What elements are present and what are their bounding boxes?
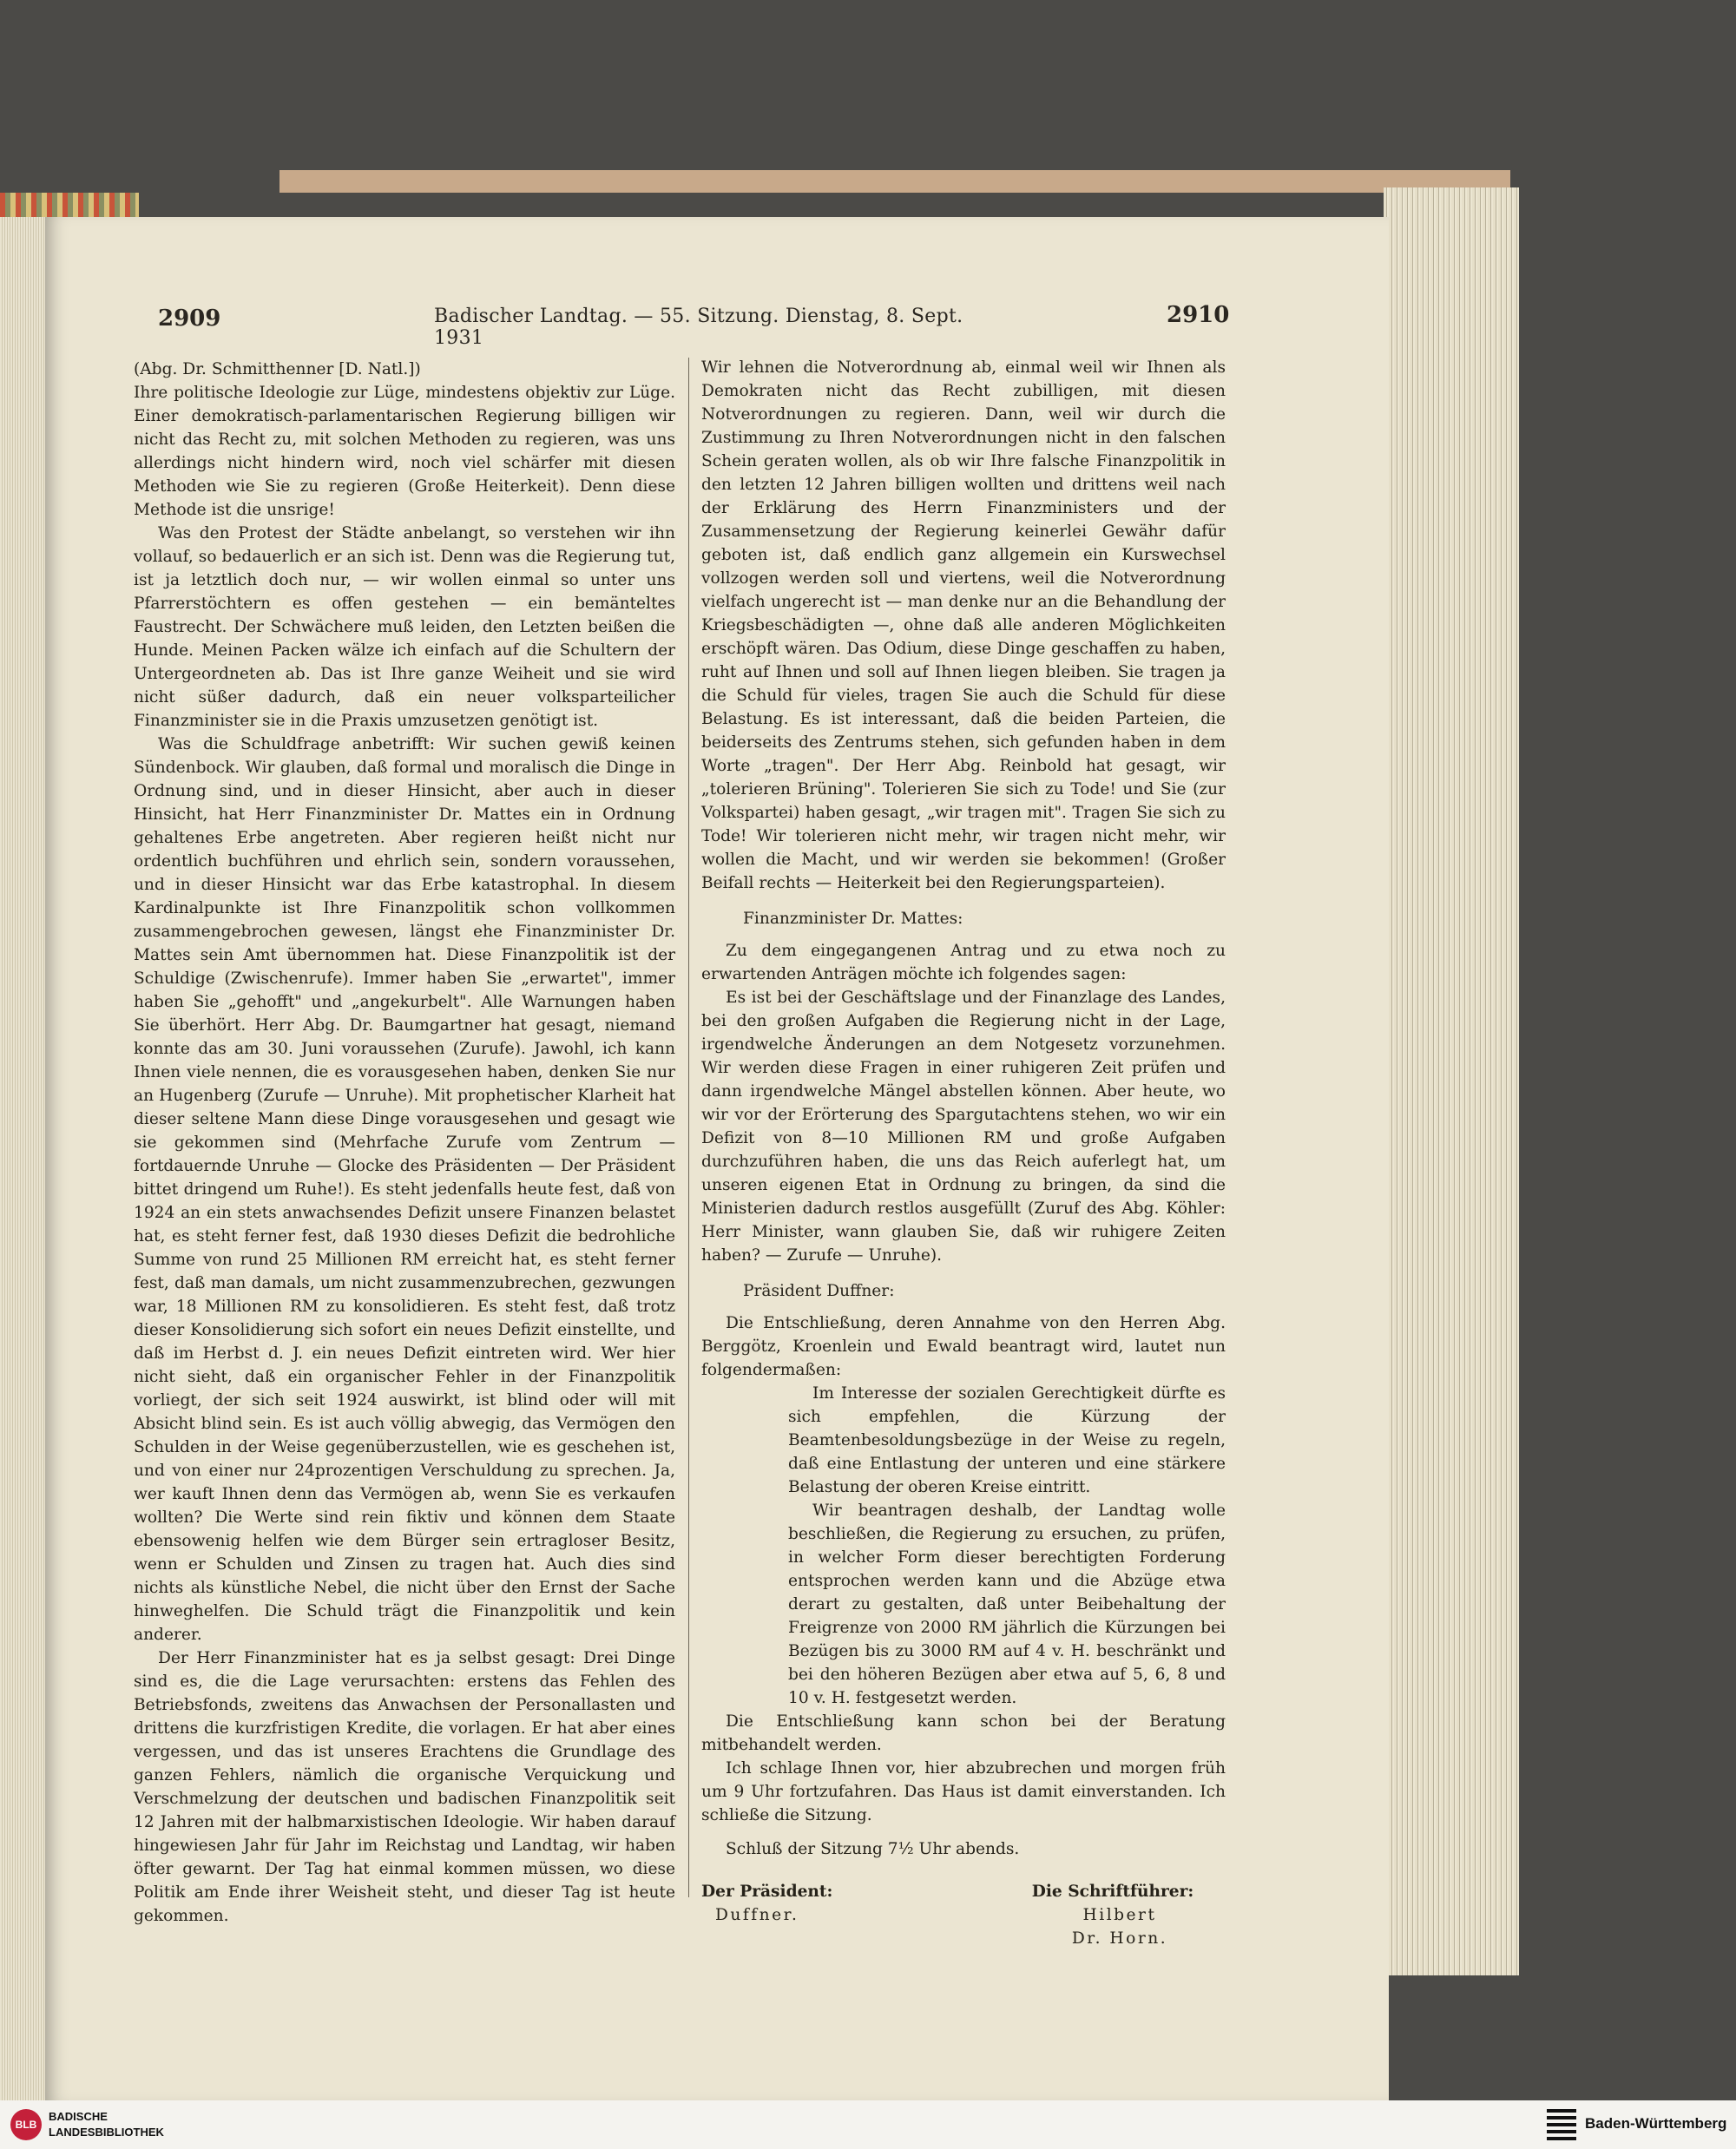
- running-header: Badischer Landtag. — 55. Sitzung. Dienstag, 8. Sept. 1931: [434, 306, 963, 349]
- blb-logo-icon[interactable]: BLB: [10, 2109, 42, 2140]
- closing-line: Schluß der Sitzung 7½ Uhr abends.: [726, 1840, 1020, 1858]
- signature-name: Duffner.: [715, 1906, 799, 1924]
- right-page-stack: [1384, 187, 1519, 1975]
- resolution-text: Wir beantragen deshalb, der Landtag wolle beschließen, die Regierung zu ersuchen, zu prüfen, in welcher Form dieser berechtigten Forderung entsprochen werden kann und die Abzüge etwa derart zu gestalten, daß unter Beibehaltung der Freigrenze von 2000 RM jährlich die Kürzungen bei Bezügen bis zu 3000 RM auf 4 v. H. beschränkt und bei den höheren Bezügen aber etwa auf 5, 6, 8 und 10 v. H. festgesetzt werden.: [788, 1502, 1226, 1707]
- bw-crest-icon: [1547, 2109, 1576, 2140]
- signature-name: Hilbert: [1082, 1906, 1157, 1924]
- footer-bar: [0, 2100, 1736, 2149]
- signature-secretaries: [1000, 1880, 1226, 1950]
- left-column: [134, 358, 675, 1928]
- signature-title: Der Präsident:: [701, 1883, 833, 1901]
- state-name[interactable]: Baden-Württemberg: [1585, 2115, 1727, 2132]
- left-page-stack: [0, 217, 45, 2100]
- column-divider: [688, 358, 689, 1897]
- page-number-left: 2909: [158, 306, 221, 332]
- resolution-text: Im Interesse der sozialen Gerechtigkeit dürfte es sich empfehlen, die Kürzung der Beamtenbesoldungsbezüge in der Weise zu regeln, daß eine Entlastung der unteren und eine stärkere Belastung der oberen Kreise eintritt.: [788, 1384, 1226, 1496]
- paragraph: Es ist bei der Geschäftslage und der Finanzlage des Landes, bei den großen Aufgaben die Regierung nicht in der Lage, irgendwelche Änderungen an dem Notgesetz vorzunehmen. Wir werden diese Fragen in einer ruhigeren Zeit prüfen und dann irgendwelche Mängel abstellen können. Aber heute, wo wir vor der Erörterung des Spargutachtens stehen, wo wir ein Defizit von 8—10 Millionen RM und große Aufgaben durchzuführen haben, die uns das Reich auferlegt hat, um unseren eigenen Etat in Ordnung zu bringen, da sind die Ministerien dadurch restlos ausgefüllt (Zuruf des Abg. Köhler: Herr Minister, wann glauben Sie, daß wir ruhigere Zeiten haben? — Zurufe — Unruhe).: [701, 989, 1226, 1265]
- page-number-right: 2910: [1167, 302, 1230, 328]
- paragraph: Ich schlage Ihnen vor, hier abzubrechen und morgen früh um 9 Uhr fortzufahren. Das Haus ist damit einverstanden. Ich schließe die Sitzung.: [701, 1759, 1226, 1824]
- right-column: [701, 356, 1226, 1950]
- paragraph: Ihre politische Ideologie zur Lüge, mindestens objektiv zur Lüge. Einer demokratisch-parlamentarischen Regierung billigen wir nicht das Recht zu, mit solchen Methoden zu regieren, was uns allerdings nicht hindern wird, noch viel schärfer mit diesen Methoden wie Sie zu regieren (Große Heiterkeit). Denn diese Methode ist die unsrige!: [134, 384, 675, 519]
- signature-president: [701, 1880, 944, 1950]
- paragraph: Wir lehnen die Notverordnung ab, einmal weil wir Ihnen als Demokraten nicht das Recht zubilligen, mit diesen Notverordnungen zu regieren. Dann, weil wir durch die Zustimmung zu Ihren Notverordnungen nicht in den falschen Schein geraten wollen, als ob wir Ihre falsche Finanzpolitik in den letzten 12 Jahren billigen wollten und drittens weil nach der Erklärung des Herrn Finanzministers und der Zusammensetzung der Regierung keinerlei Gewähr dafür geboten ist, daß endlich ganz allgemein ein Kurswechsel vollzogen werden soll und viertens, weil die Notverordnung vielfach ungerecht ist — man denke nur an die Behandlung der Kriegsbeschädigten —, ohne daß alle anderen Möglichkeiten erschöpft wären. Das Odium, diese Dinge geschaffen zu haben, ruht auf Ihnen und soll auf Ihnen liegen bleiben. Sie tragen ja die Schuld für vieles, tragen Sie auch die Schuld für diese Belastung. Es ist interessant, daß die beiden Parteien, die beiderseits des Zentrums stehen, sich gefunden haben in dem Worte „tragen". Der Herr Abg. Reinbold hat gesagt, wir „tolerieren Brüning". Tolerieren Sie sich zu Tode! und Sie (zur Volkspartei) haben gesagt, „wir tragen mit". Tragen Sie sich zu Tode! Wir tolerieren nicht mehr, wir tragen nicht mehr, wir wollen die Macht, und wir werden sie bekommen! (Großer Beifall rechts — Heiterkeit bei den Regierungsparteien).: [701, 358, 1226, 892]
- speaker-heading: Finanzminister Dr. Mattes:: [743, 910, 963, 928]
- book-edge-top: [279, 170, 1510, 193]
- signature-name: Dr. Horn.: [1071, 1929, 1168, 1948]
- paragraph: Der Herr Finanzminister hat es ja selbst gesagt: Drei Dinge sind es, die die Lage verursachten: erstens das Fehlen des Betriebsfonds, zweitens das Anwachsen der Personallasten und drittens die kurzfristigen Kredite, die vorlagen. Er hat aber eines vergessen, und das ist unseres Erachtens die Grundlage des ganzen Fehlers, nämlich die organische Verquickung und Verschmelzung der deutschen und badischen Finanzpolitik seit 12 Jahren mit der halbmarxistischen Ideologie. Wir haben darauf hingewiesen Jahr für Jahr im Reichstag und Landtag, wir haben öfter gewarnt. Der Tag hat einmal kommen müssen, wo diese Politik am Ende ihrer Weisheit steht, und dieser Tag ist heute gekommen.: [134, 1649, 675, 1925]
- paragraph: Die Entschließung kann schon bei der Beratung mitbehandelt werden.: [701, 1712, 1226, 1754]
- paragraph: Was den Protest der Städte anbelangt, so verstehen wir ihn vollauf, so bedauerlich er an sich ist. Denn was die Regierung tut, ist ja letztlich doch nur, — wir wollen einmal so unter uns Pfarrerstöchtern es offen gestehen — ein bemänteltes Faustrecht. Der Schwächere muß leiden, den Letzten beißen die Hunde. Meinen Packen wälze ich einfach auf die Schultern der Untergeordneten ab. Das ist Ihre ganze Weiheit und sie wird nicht süßer dadurch, daß ein neuer volksparteilicher Finanzminister sie in die Praxis umzusetzen genötigt ist.: [134, 524, 675, 730]
- speaker-heading: Präsident Duffner:: [743, 1282, 895, 1300]
- signature-title: Die Schriftführer:: [1031, 1883, 1194, 1901]
- paragraph: Was die Schuldfrage anbetrifft: Wir suchen gewiß keinen Sündenbock. Wir glauben, daß formal und moralisch die Dinge in Ordnung sind, und in dieser Hinsicht, aber auch in dieser Hinsicht, hat Herr Finanzminister Dr. Mattes ein in Ordnung gehaltenes Erbe angetreten. Aber regieren heißt nicht nur ordentlich buchführen und ehrlich sein, sondern voraussehen, und in dieser Hinsicht war das Erbe katastrophal. In diesem Kardinalpunkte ist Ihre Finanzpolitik schon vollkommen zusammengebrochen gewesen, längst ehe Finanzminister Dr. Mattes sein Amt übernommen hat. Diese Finanzpolitik ist der Schuldige (Zwischenrufe). Immer haben Sie „erwartet", immer haben Sie „gehofft" und „angekurbelt". Alle Warnungen haben Sie überhört. Herr Abg. Dr. Baumgartner hat gesagt, niemand konnte das am 30. Juni voraussehen (Zurufe). Jawohl, ich kann Ihnen viele nennen, die es vorausgesehen haben, denken Sie nur an Hugenberg (Zurufe — Unruhe). Mit prophetischer Klarheit hat dieser seltene Mann diese Dinge vorausgesehen und gesagt wie sie gekommen sind (Mehrfache Zurufe vom Zentrum — fortdauernde Unruhe — Glocke des Präsidenten — Der Präsident bittet dringend um Ruhe!). Es steht jedenfalls heute fest, daß von 1924 an ein stets anwachsendes Defizit unsere Finanzen belastet hat, es steht ferner fest, daß 1930 dieses Defizit die bedrohliche Summe von rund 25 Millionen RM erreicht hat, es steht ferner fest, daß man damals, um nicht zusammenzubrechen, gezwungen war, 18 Millionen RM zu konsolidieren. Es steht fest, daß trotz dieser Konsolidierung sich sofort ein neues Defizit einstellte, und daß im Herbst d. J. ein neues Defizit eintreten wird. Wer hier nicht sieht, daß ein organischer Fehler in der Finanzpolitik vorliegt, der sich seit 1924 auswirkt, ist blind oder will mit Absicht blind sein. Es ist auch völlig abwegig, das Vermögen den Schulden in der Weise gegenüberzustellen, wie es geschehen ist, und von einer nur 24prozentigen Verschuldung zu sprechen. Ja, wer kauft Ihnen denn das Vermögen ab, wenn Sie es verkaufen wollten? Die Werte sind rein fiktiv und können dem Staate ebensowenig helfen wie dem Bürger sein ertragloser Besitz, wenn er Schulden und Zinsen zu tragen hat. Auch dies sind nichts als künstliche Nebel, die nicht über den Ernst der Sache hinweghelfen. Die Schuld trägt die Finanzpolitik und kein anderer.: [134, 735, 675, 1644]
- paragraph: Zu dem eingegangenen Antrag und zu etwa noch zu erwartenden Anträgen möchte ich folgendes sagen:: [701, 942, 1226, 983]
- paragraph: Die Entschließung, deren Annahme von den Herren Abg. Berggötz, Kroenlein und Ewald beantragt wird, lautet nun folgendermaßen:: [701, 1314, 1226, 1379]
- signatures: [701, 1880, 1226, 1950]
- library-name: BADISCHE LANDESBIBLIOTHEK: [49, 2110, 164, 2139]
- speaker-line: (Abg. Dr. Schmitthenner [D. Natl.]): [134, 360, 421, 378]
